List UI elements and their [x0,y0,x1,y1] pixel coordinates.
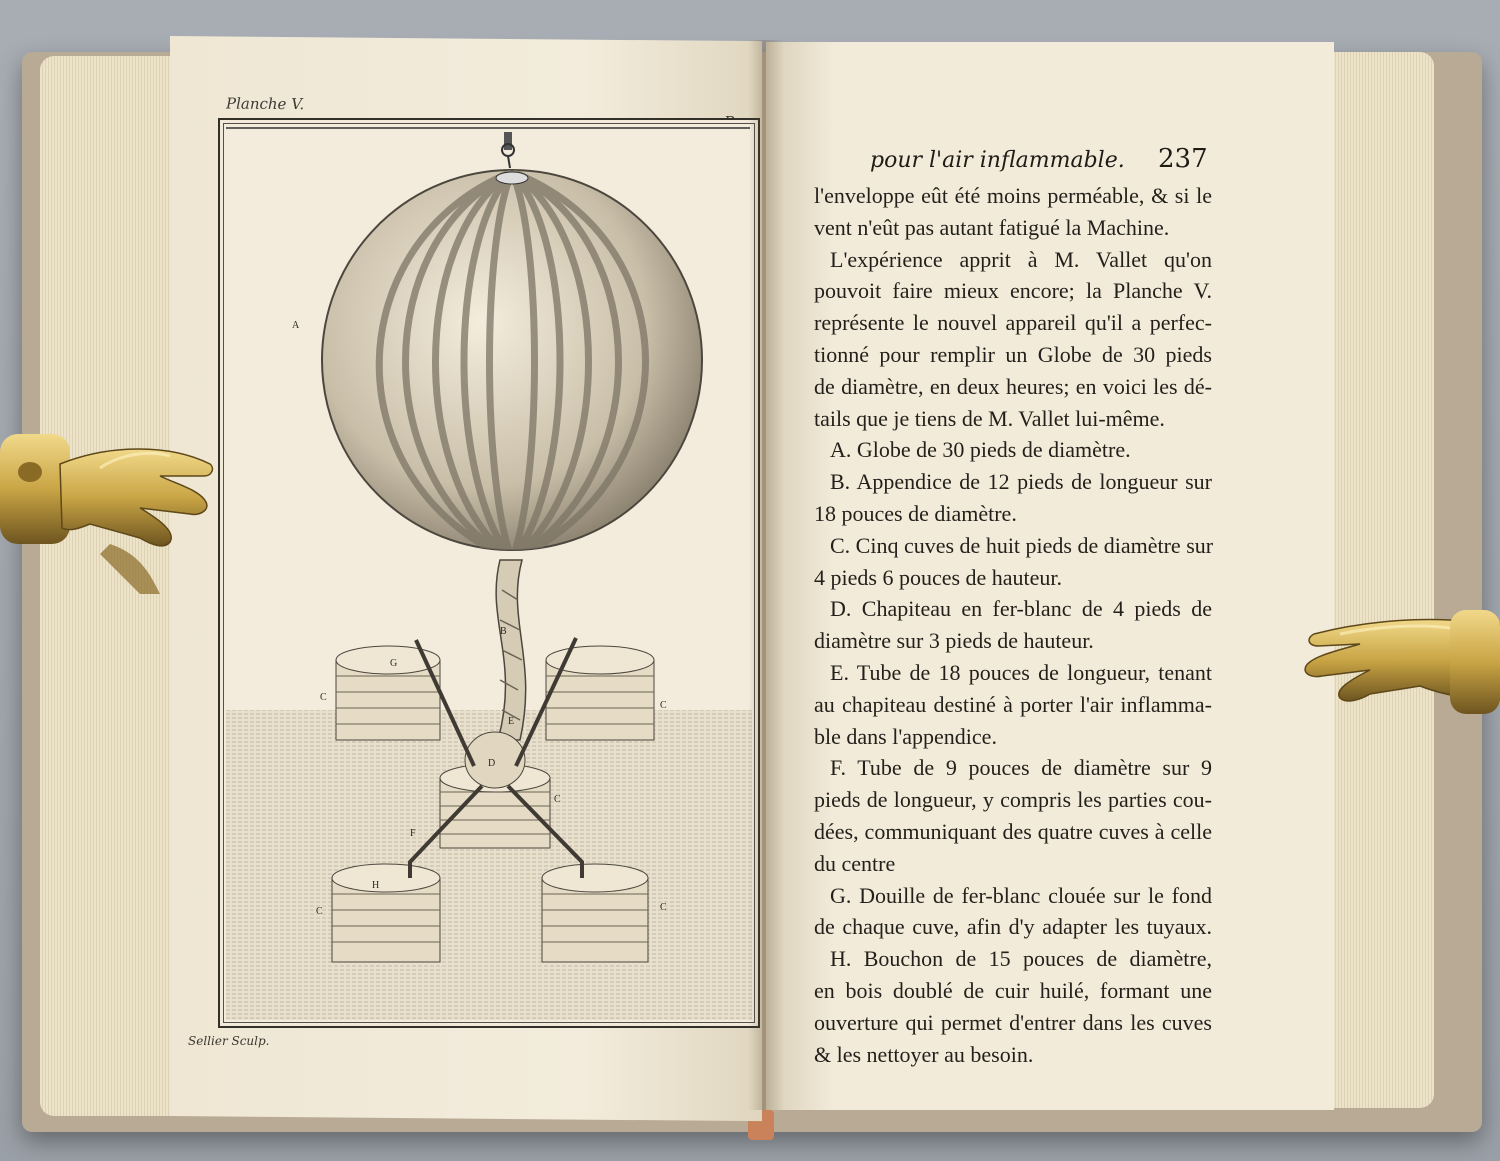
text-line: D. Chapiteau en fer-blanc de 4 pieds de [830,596,1212,622]
label-g: G [390,658,398,669]
brass-hand-right-icon [1300,604,1500,724]
label-b: B [500,626,507,637]
text-line: de diamètre, en deux heures; en voici les dé- [814,373,1212,399]
text-line: 18 pouces de diamètre. [814,500,1017,526]
text-line: ble dans l'appendice. [814,723,997,749]
text-line: 4 pieds 6 pouces de hauteur. [814,564,1063,590]
text-line: E. Tube de 18 pouces de longueur, tenant [830,659,1212,685]
text-line: tionné pour remplir un Globe de 30 pieds [814,341,1212,367]
tub-back-right [546,646,654,740]
text-line: pouvoit faire mieux encore; la Planche V. [814,278,1212,304]
running-head: pour l'air inflammable. [870,148,1125,173]
tub-front-left [332,864,440,962]
text-line: A. Globe de 30 pieds de diamètre. [830,437,1131,463]
text-line: H. Bouchon de 15 pouces de diamètre, [830,946,1212,972]
pulley-icon [504,132,512,150]
label-h: H [372,880,380,891]
label-a: A [292,320,300,331]
text-line: diamètre sur 3 pieds de hauteur. [814,628,1094,654]
text-line: & les nettoyer au besoin. [814,1041,1034,1067]
brass-hand-left-icon [0,424,220,594]
text-line: C. Cinq cuves de huit pieds de diamètre sur [830,532,1214,558]
text-line: pieds de longueur, y compris les parties cou- [814,787,1212,813]
balloon-apparatus-engraving [220,120,758,1026]
label-c5: C [660,902,667,913]
tub-front-right [542,864,648,962]
page-number: 237 [1158,144,1208,174]
text-line: B. Appendice de 12 pieds de longueur sur [830,469,1212,495]
body-text [814,180,1212,1070]
engraver-credit: Sellier Sculp. [188,1034,270,1048]
label-c1: C [320,692,327,703]
text-line: de chaque cuve, afin d'y adapter les tuyaux. [814,914,1212,940]
text-line: dées, communiquant des quatre cuves à celle [814,818,1212,844]
text-line: vent n'eût pas autant fatigué la Machine. [814,214,1170,240]
label-c4: C [316,906,323,917]
label-c2: C [660,700,667,711]
book-gutter [748,40,784,1110]
text-line: en bois doublé de cuir huilé, formant une [814,977,1212,1003]
label-e: E [508,716,515,727]
engraving-plate [218,118,760,1028]
text-line: ouverture qui permet d'entrer dans les cuves [814,1009,1212,1035]
plate-title: Planche V. [226,94,305,114]
label-c3: C [554,794,561,805]
text-line: au chapiteau destiné à porter l'air inflamma- [814,691,1212,717]
text-line: représente le nouvel appareil qu'il a perfec- [814,310,1212,336]
text-line: l'enveloppe eût été moins perméable, & si le [814,183,1212,208]
text-line: du centre [814,850,896,876]
globe [322,170,702,560]
label-f: F [410,828,416,839]
label-d: D [488,758,496,769]
right-page-stack [1330,52,1434,1108]
text-line: tails que je tiens de M. Vallet lui-même. [814,405,1165,431]
text-line: G. Douille de fer-blanc clouée sur le fond [830,882,1212,908]
text-line: L'expérience apprit à M. Vallet qu'on [830,246,1212,272]
text-line: F. Tube de 9 pouces de diamètre sur 9 [830,755,1212,781]
